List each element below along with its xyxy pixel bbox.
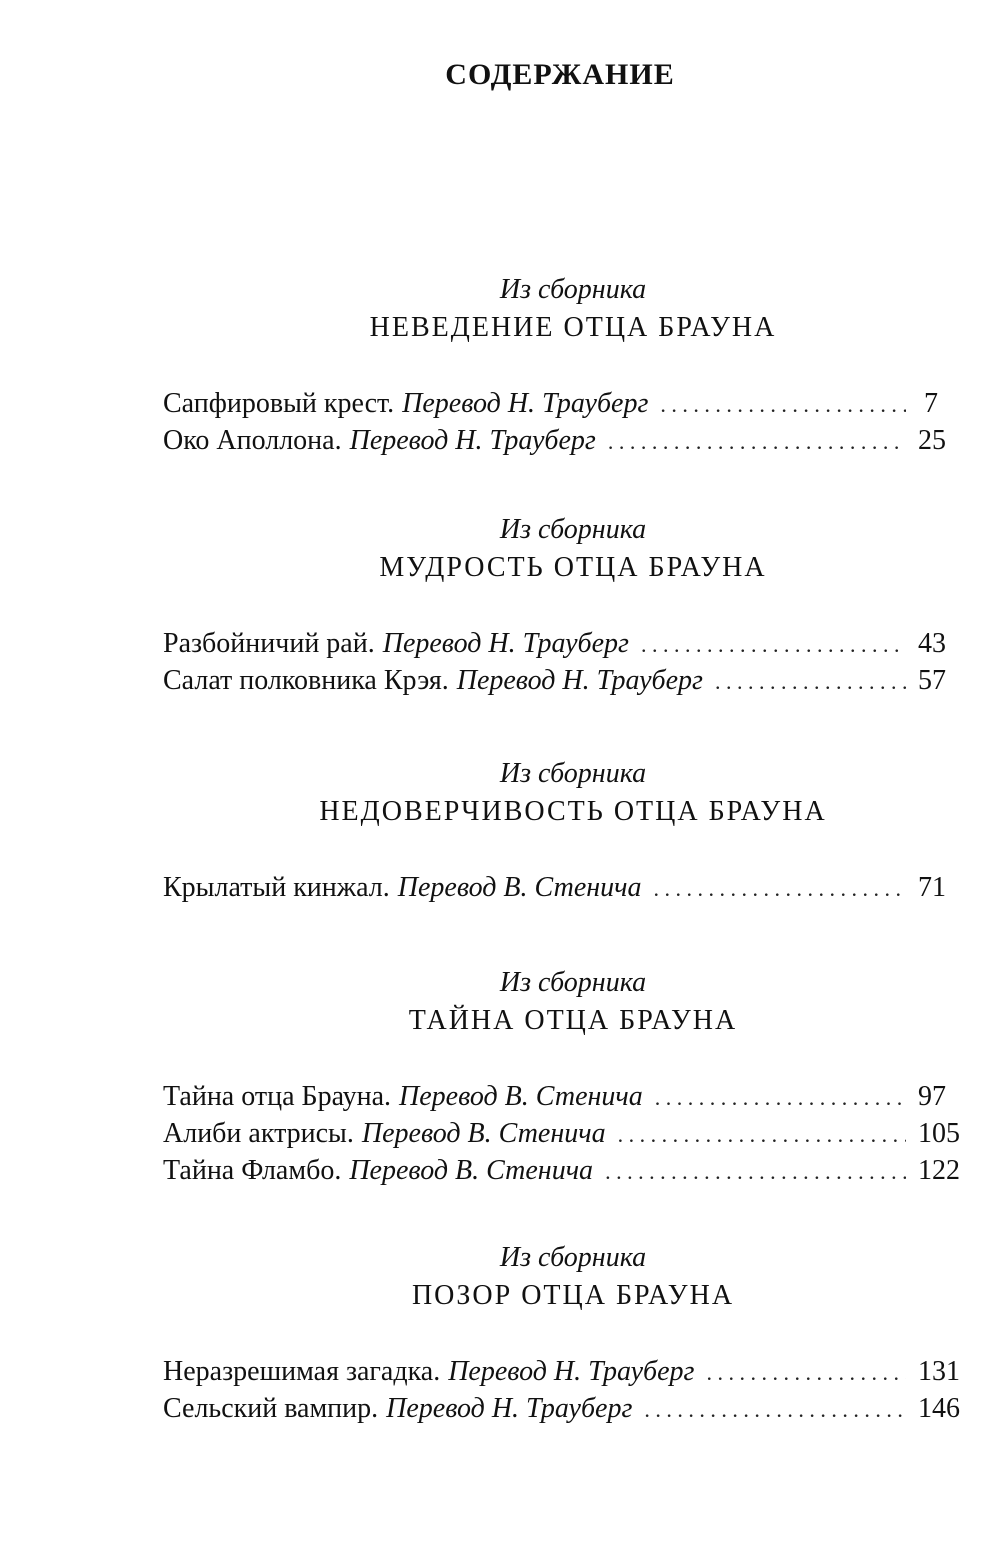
section-title: НЕДОВЕРЧИВОСТЬ ОТЦА БРАУНА <box>319 796 827 827</box>
toc-section <box>163 965 960 1190</box>
page-title: СОДЕРЖАНИЕ <box>445 58 675 91</box>
translator-credit: Перевод Н. Трауберг <box>402 388 649 419</box>
toc-section <box>163 1240 960 1428</box>
translator-credit: Перевод Н. Трауберг <box>382 628 629 659</box>
page-number: 131 <box>918 1356 960 1387</box>
toc-entry[interactable] <box>163 870 946 907</box>
page-number: 122 <box>918 1155 960 1186</box>
translator-credit: Перевод Н. Трауберг <box>448 1356 695 1387</box>
dot-leader <box>660 387 906 423</box>
story-title: Тайна отца Брауна. <box>163 1081 392 1112</box>
dot-leader <box>655 1080 906 1116</box>
toc-entry[interactable] <box>163 1079 946 1116</box>
toc-section <box>163 756 946 907</box>
page-number: 71 <box>918 872 946 903</box>
toc-entry[interactable] <box>163 1153 960 1190</box>
dot-leader <box>641 627 906 663</box>
section-entries <box>163 626 946 700</box>
dot-leader <box>644 1392 906 1428</box>
story-title: Сельский вампир. <box>163 1393 379 1424</box>
story-title: Салат полковника Крэя. <box>163 665 449 696</box>
page-number: 57 <box>918 665 946 696</box>
section-subtitle: Из сборника <box>499 758 647 789</box>
translator-credit: Перевод Н. Трауберг <box>456 665 703 696</box>
story-title: Сапфировый крест. <box>163 388 395 419</box>
section-subtitle: Из сборника <box>499 274 647 305</box>
page-number: 97 <box>918 1081 946 1112</box>
dot-leader <box>654 871 907 907</box>
page-number: 25 <box>918 425 946 456</box>
page-number: 105 <box>918 1118 960 1149</box>
dot-leader <box>605 1154 906 1190</box>
toc-section <box>163 272 946 460</box>
dot-leader <box>618 1117 906 1153</box>
section-subtitle: Из сборника <box>499 1242 647 1273</box>
story-title: Тайна Фламбо. <box>163 1155 342 1186</box>
translator-credit: Перевод В. Стенича <box>397 872 642 903</box>
section-entries <box>163 386 946 460</box>
page-number: 7 <box>924 388 938 419</box>
toc-entry[interactable] <box>163 386 938 423</box>
toc-entry[interactable] <box>163 626 946 663</box>
section-subtitle: Из сборника <box>499 967 647 998</box>
page-number: 146 <box>918 1393 960 1424</box>
translator-credit: Перевод В. Стенича <box>399 1081 643 1112</box>
dot-leader <box>706 1355 906 1391</box>
story-title: Око Аполлона. <box>163 425 342 456</box>
section-entries <box>163 1079 960 1190</box>
story-title: Алиби актрисы. <box>163 1118 354 1149</box>
toc-entry[interactable] <box>163 1391 960 1428</box>
translator-credit: Перевод Н. Трауберг <box>349 425 596 456</box>
page-number: 43 <box>918 628 946 659</box>
toc-entry[interactable] <box>163 1354 960 1391</box>
toc-entry[interactable] <box>163 1116 960 1153</box>
section-title: МУДРОСТЬ ОТЦА БРАУНА <box>379 552 767 583</box>
section-title: НЕВЕДЕНИЕ ОТЦА БРАУНА <box>369 312 777 343</box>
story-title: Крылатый кинжал. <box>163 872 390 903</box>
section-title: ПОЗОР ОТЦА БРАУНА <box>411 1280 735 1311</box>
section-entries <box>163 870 946 907</box>
toc-entry[interactable] <box>163 663 946 700</box>
translator-credit: Перевод В. Стенича <box>361 1118 606 1149</box>
dot-leader <box>715 664 906 700</box>
story-title: Разбойничий рай. <box>163 628 375 659</box>
section-entries <box>163 1354 960 1428</box>
translator-credit: Перевод Н. Трауберг <box>386 1393 633 1424</box>
toc-section <box>163 512 946 700</box>
toc-entry[interactable] <box>163 423 946 460</box>
section-title: ТАЙНА ОТЦА БРАУНА <box>408 1005 738 1036</box>
story-title: Неразрешимая загадка. <box>163 1356 441 1387</box>
translator-credit: Перевод В. Стенича <box>349 1155 594 1186</box>
section-subtitle: Из сборника <box>499 514 647 545</box>
dot-leader <box>608 424 906 460</box>
